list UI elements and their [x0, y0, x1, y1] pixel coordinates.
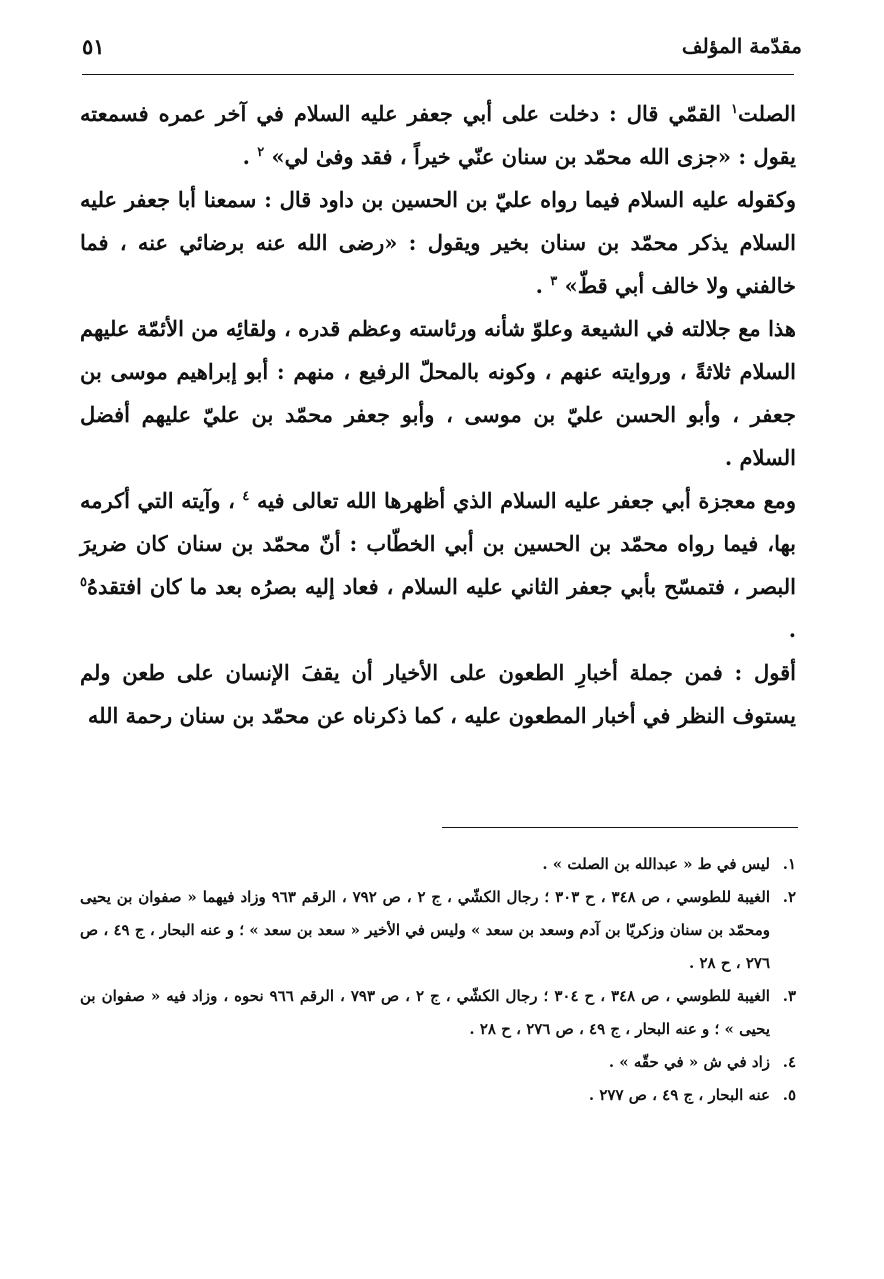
main-text [80, 92, 796, 737]
paragraph-2 [80, 178, 796, 307]
footnote-text: الغيبة للطوسي ، ص ٣٤٨ ، ح ٣٠٣ ؛ رجال الكشّي ، ج ٢ ، ص ٧٩٢ ، الرقم ٩٦٣ وزاد فيهما « صفوان بن يحيى ومحمّد بن سنان وزكريّا بن آدم وسعد بن سعد » وليس في الأخير « سعد بن سعد » ؛ و عنه البحار ، ج ٤٩ ، ص ٢٧٦ ، ح ٢٨ . [80, 888, 770, 972]
paragraph-3: هذا مع جلالته في الشيعة وعلوّ شأنه ورئاسته وعظم قدره ، ولقائِه من الأئمّة عليهم السلام ثلاثةً ، وروايته عنهم ، وكونه بالمحلّ الرفيع ، منهم : أبو إبراهيم موسى بن جعفر ، وأبو الحسن عليّ بن موسى ، وأبو جعفر محمّد بن عليّ عليهم أفضل السلام . [80, 316, 796, 470]
footnote-number: ٣. [782, 987, 796, 1005]
paragraph-5: أقول : فمن جملة أخبارِ الطعون على الأخيار أن يقفَ الإنسان على طعن ولم يستوف النظر في أخبار المطعون عليه ، كما ذكرناه عن محمّد بن سنان رحمة الله [80, 660, 796, 728]
footnote-1 [80, 848, 796, 881]
footnote-text: عنه البحار ، ج ٤٩ ، ص ٢٧٧ . [588, 1086, 770, 1104]
footnote-5 [80, 1079, 796, 1112]
footnote-ref-5[interactable]: ٥ [80, 575, 87, 590]
footnote-ref-1[interactable]: ١ [730, 102, 738, 117]
paragraph-1-part-b: القمّي قال : دخلت على أبي جعفر عليه السلام في آخر عمره فسمعته يقول : «جزى الله محمّد بن سنان عنّي خيراً ، فقد وفىٰ لي» [80, 101, 796, 169]
footnote-text: زاد في ش « في حقّه » . [608, 1053, 770, 1071]
running-head [82, 34, 802, 64]
footnote-ref-2[interactable]: ٢ [257, 145, 265, 160]
footnote-ref-4[interactable]: ٤ [242, 489, 250, 504]
paragraph-2-part-b: . [535, 273, 551, 298]
footnote-text: ليس في ط « عبدالله بن الصلت » . [542, 855, 770, 873]
running-title: مقدّمة المؤلف [681, 34, 802, 58]
footnote-3 [80, 980, 796, 1046]
footnote-number: ٢. [782, 888, 796, 906]
footnote-number: ٤. [782, 1053, 796, 1071]
footnote-4 [80, 1046, 796, 1079]
paragraph-4-part-c: . [788, 617, 796, 642]
footnote-number: ١. [782, 855, 796, 873]
paragraph-1 [80, 92, 796, 178]
footnote-number: ٥. [782, 1086, 796, 1104]
paragraph-1-part-a: الصلت [737, 101, 796, 126]
footnotes-rule [442, 827, 798, 828]
page-number: ٥١ [82, 34, 105, 59]
footnote-ref-3[interactable]: ٣ [550, 274, 558, 289]
footnotes [80, 848, 796, 1112]
paragraph-4-part-b: ، وآيته التي أكرمه بها، فيما رواه محمّد بن الحسين بن أبي الخطّاب : أنّ محمّد بن سنان كان ضريرَ البصر ، فتمسّح بأبي جعفر الثاني عليه السلام ، فعاد إليه بصرُه بعد ما كان افتقدهُ [80, 488, 796, 599]
paragraph-1-part-c: . [242, 144, 258, 169]
header-rule [82, 74, 794, 75]
footnote-2 [80, 881, 796, 980]
footnote-text: الغيبة للطوسي ، ص ٣٤٨ ، ح ٣٠٤ ؛ رجال الكشّي ، ج ٢ ، ص ٧٩٣ ، الرقم ٩٦٦ نحوه ، وزاد فيه « صفوان بن يحيى » ؛ و عنه البحار ، ج ٤٩ ، ص ٢٧٦ ، ح ٢٨ . [80, 987, 770, 1038]
paragraph-4-part-a: ومع معجزة أبي جعفر عليه السلام الذي أظهرها الله تعالى فيه [249, 488, 797, 513]
paragraph-2-part-a: وكقوله عليه السلام فيما رواه عليّ بن الحسين بن داود قال : سمعنا أبا جعفر عليه السلام يذكر محمّد بن سنان بخير ويقول : «رضى الله عنه برضائي عنه ، فما خالفني ولا خالف أبي قطّ» [80, 187, 796, 298]
paragraph-4 [80, 479, 796, 651]
